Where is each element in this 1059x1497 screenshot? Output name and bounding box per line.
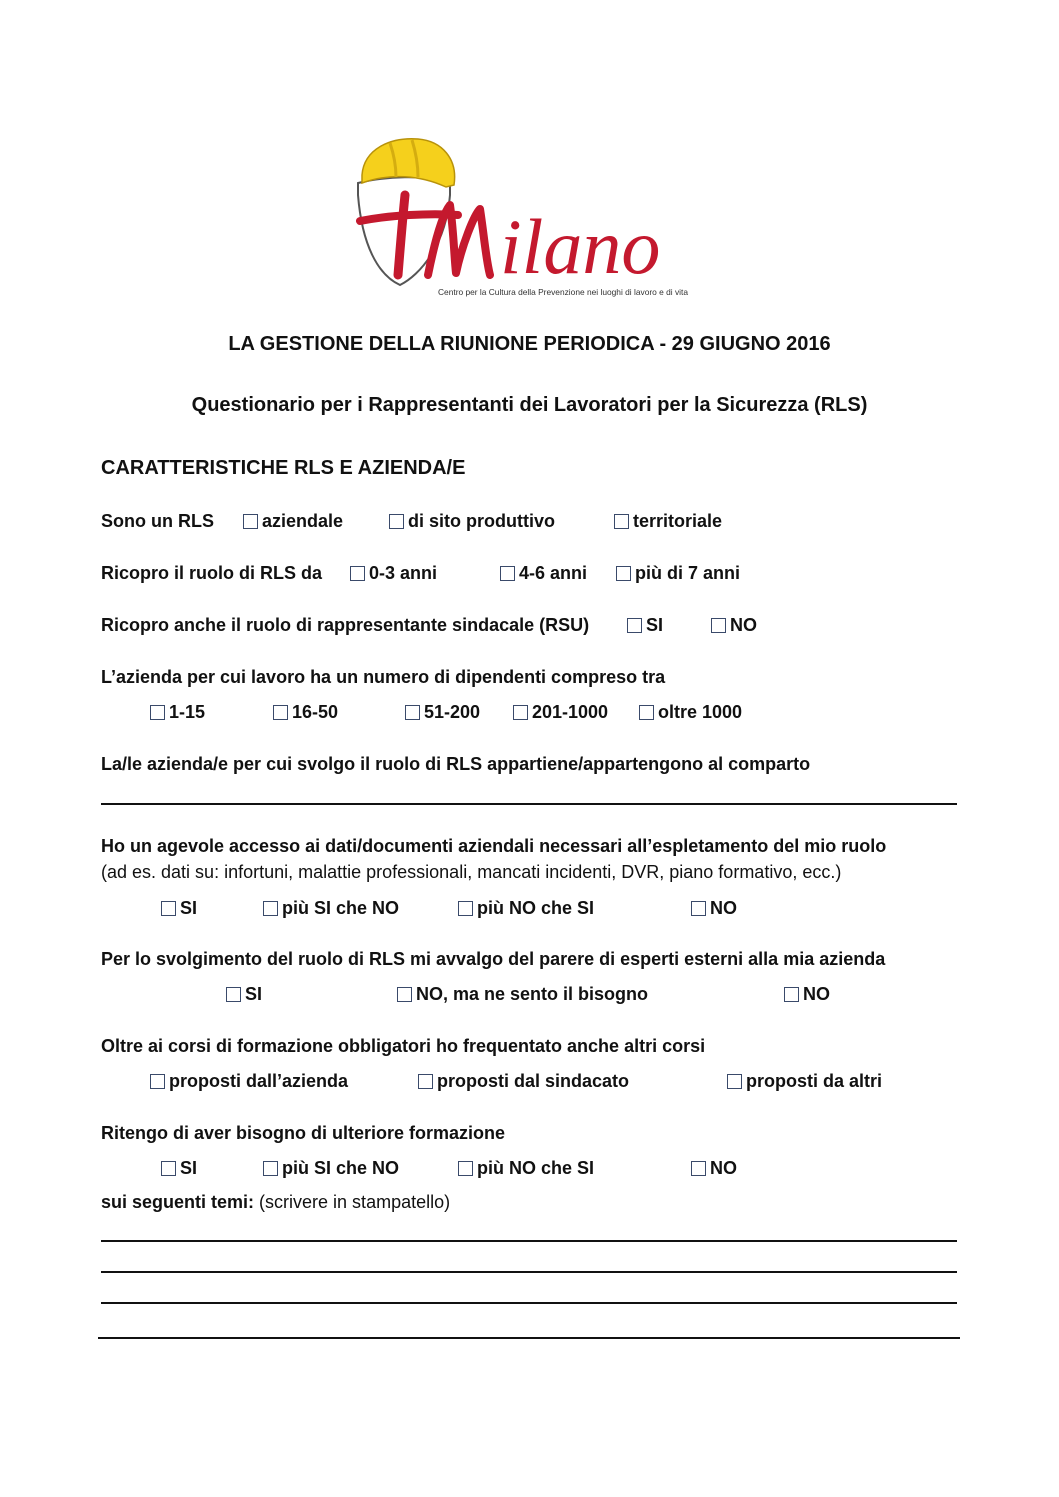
helmet-icon bbox=[362, 139, 455, 187]
q6-option-no[interactable]: NO bbox=[691, 897, 737, 919]
checkbox[interactable] bbox=[263, 901, 278, 916]
q6-option-piu-no[interactable]: più NO che SI bbox=[458, 897, 594, 919]
checkbox[interactable] bbox=[458, 1161, 473, 1176]
checkbox[interactable] bbox=[616, 566, 631, 581]
q9-answer-line-1[interactable] bbox=[101, 1240, 957, 1242]
q4-option-16-50[interactable]: 16-50 bbox=[273, 701, 338, 723]
page-subtitle: Questionario per i Rappresentanti dei Lavoratori per la Sicurezza (RLS) bbox=[191, 394, 868, 416]
checkbox[interactable] bbox=[161, 901, 176, 916]
q9-option-piu-si[interactable]: più SI che NO bbox=[263, 1157, 399, 1179]
q8-option-azienda[interactable]: proposti dall’azienda bbox=[150, 1070, 348, 1092]
checkbox[interactable] bbox=[691, 1161, 706, 1176]
q9-answer-line-3[interactable] bbox=[101, 1302, 957, 1304]
q1-option-aziendale[interactable]: aziendale bbox=[243, 510, 343, 532]
checkbox[interactable] bbox=[150, 1074, 165, 1089]
checkbox[interactable] bbox=[161, 1161, 176, 1176]
checkbox[interactable] bbox=[273, 705, 288, 720]
logo-graphic bbox=[350, 135, 720, 305]
q4-label: L’azienda per cui lavoro ha un numero di dipendenti compreso tra bbox=[101, 667, 666, 687]
page-title: LA GESTIONE DELLA RIUNIONE PERIODICA - 29 GIUGNO 2016 bbox=[228, 333, 831, 355]
q7-label: Per lo svolgimento del ruolo di RLS mi avvalgo del parere di esperti esterni alla mia azienda bbox=[101, 949, 886, 969]
q7-option-no-bisogno[interactable]: NO, ma ne sento il bisogno bbox=[397, 983, 648, 1005]
checkbox[interactable] bbox=[614, 514, 629, 529]
checkbox[interactable] bbox=[711, 618, 726, 633]
checkbox[interactable] bbox=[727, 1074, 742, 1089]
q2-option-7-plus[interactable]: più di 7 anni bbox=[616, 562, 740, 584]
q5-answer-line[interactable] bbox=[101, 803, 957, 805]
q7-option-si[interactable]: SI bbox=[226, 983, 262, 1005]
q9-followup bbox=[101, 1191, 450, 1213]
q2-option-0-3[interactable]: 0-3 anni bbox=[350, 562, 437, 584]
checkbox[interactable] bbox=[513, 705, 528, 720]
q4-option-oltre-1000[interactable]: oltre 1000 bbox=[639, 701, 742, 723]
q4-option-201-1000[interactable]: 201-1000 bbox=[513, 701, 608, 723]
checkbox[interactable] bbox=[389, 514, 404, 529]
checkbox[interactable] bbox=[405, 705, 420, 720]
q4-option-51-200[interactable]: 51-200 bbox=[405, 701, 480, 723]
checkbox[interactable] bbox=[458, 901, 473, 916]
q7-option-no[interactable]: NO bbox=[784, 983, 830, 1005]
checkbox[interactable] bbox=[243, 514, 258, 529]
q8-option-sindacato[interactable]: proposti dal sindacato bbox=[418, 1070, 629, 1092]
checkbox[interactable] bbox=[639, 705, 654, 720]
logo-tagline: Centro per la Cultura della Prevenzione nei luoghi di lavoro e di vita bbox=[438, 287, 688, 297]
q6-option-si[interactable]: SI bbox=[161, 897, 197, 919]
checkbox[interactable] bbox=[784, 987, 799, 1002]
q1-option-sito-produttivo[interactable]: di sito produttivo bbox=[389, 510, 555, 532]
q9-option-piu-no[interactable]: più NO che SI bbox=[458, 1157, 594, 1179]
checkbox[interactable] bbox=[263, 1161, 278, 1176]
checkbox[interactable] bbox=[226, 987, 241, 1002]
q4-option-1-15[interactable]: 1-15 bbox=[150, 701, 205, 723]
q9-option-no[interactable]: NO bbox=[691, 1157, 737, 1179]
checkbox[interactable] bbox=[350, 566, 365, 581]
checkbox[interactable] bbox=[627, 618, 642, 633]
q1-label: Sono un RLS bbox=[101, 511, 214, 531]
checkbox[interactable] bbox=[500, 566, 515, 581]
q6-label: Ho un agevole accesso ai dati/documenti aziendali necessari all’espletamento del mio ruolo bbox=[101, 836, 887, 856]
q9-followup-note: (scrivere in stampatello) bbox=[259, 1192, 451, 1212]
q6-note: (ad es. dati su: infortuni, malattie professionali, mancati incidenti, DVR, piano formativo, ecc.) bbox=[101, 862, 842, 882]
logo-wordmark: ilano bbox=[500, 203, 661, 290]
q1-option-territoriale[interactable]: territoriale bbox=[614, 510, 722, 532]
checkbox[interactable] bbox=[691, 901, 706, 916]
q5-label: La/le azienda/e per cui svolgo il ruolo di RLS appartiene/appartengono al comparto bbox=[101, 754, 811, 774]
checkbox[interactable] bbox=[418, 1074, 433, 1089]
page-bottom-rule bbox=[98, 1337, 960, 1339]
q9-label: Ritengo di aver bisogno di ulteriore formazione bbox=[101, 1123, 506, 1143]
q3-label: Ricopro anche il ruolo di rappresentante sindacale (RSU) bbox=[101, 615, 590, 635]
milano-logo bbox=[350, 135, 720, 305]
q9-option-si[interactable]: SI bbox=[161, 1157, 197, 1179]
section-heading: CARATTERISTICHE RLS E AZIENDA/E bbox=[101, 457, 466, 479]
q9-followup-label: sui seguenti temi: bbox=[101, 1192, 255, 1212]
q8-label: Oltre ai corsi di formazione obbligatori ho frequentato anche altri corsi bbox=[101, 1036, 706, 1056]
q3-option-si[interactable]: SI bbox=[627, 614, 663, 636]
q9-answer-line-2[interactable] bbox=[101, 1271, 957, 1273]
checkbox[interactable] bbox=[397, 987, 412, 1002]
q8-option-altri[interactable]: proposti da altri bbox=[727, 1070, 882, 1092]
q2-option-4-6[interactable]: 4-6 anni bbox=[500, 562, 587, 584]
checkbox[interactable] bbox=[150, 705, 165, 720]
q2-label: Ricopro il ruolo di RLS da bbox=[101, 563, 323, 583]
q6-option-piu-si[interactable]: più SI che NO bbox=[263, 897, 399, 919]
q3-option-no[interactable]: NO bbox=[711, 614, 757, 636]
